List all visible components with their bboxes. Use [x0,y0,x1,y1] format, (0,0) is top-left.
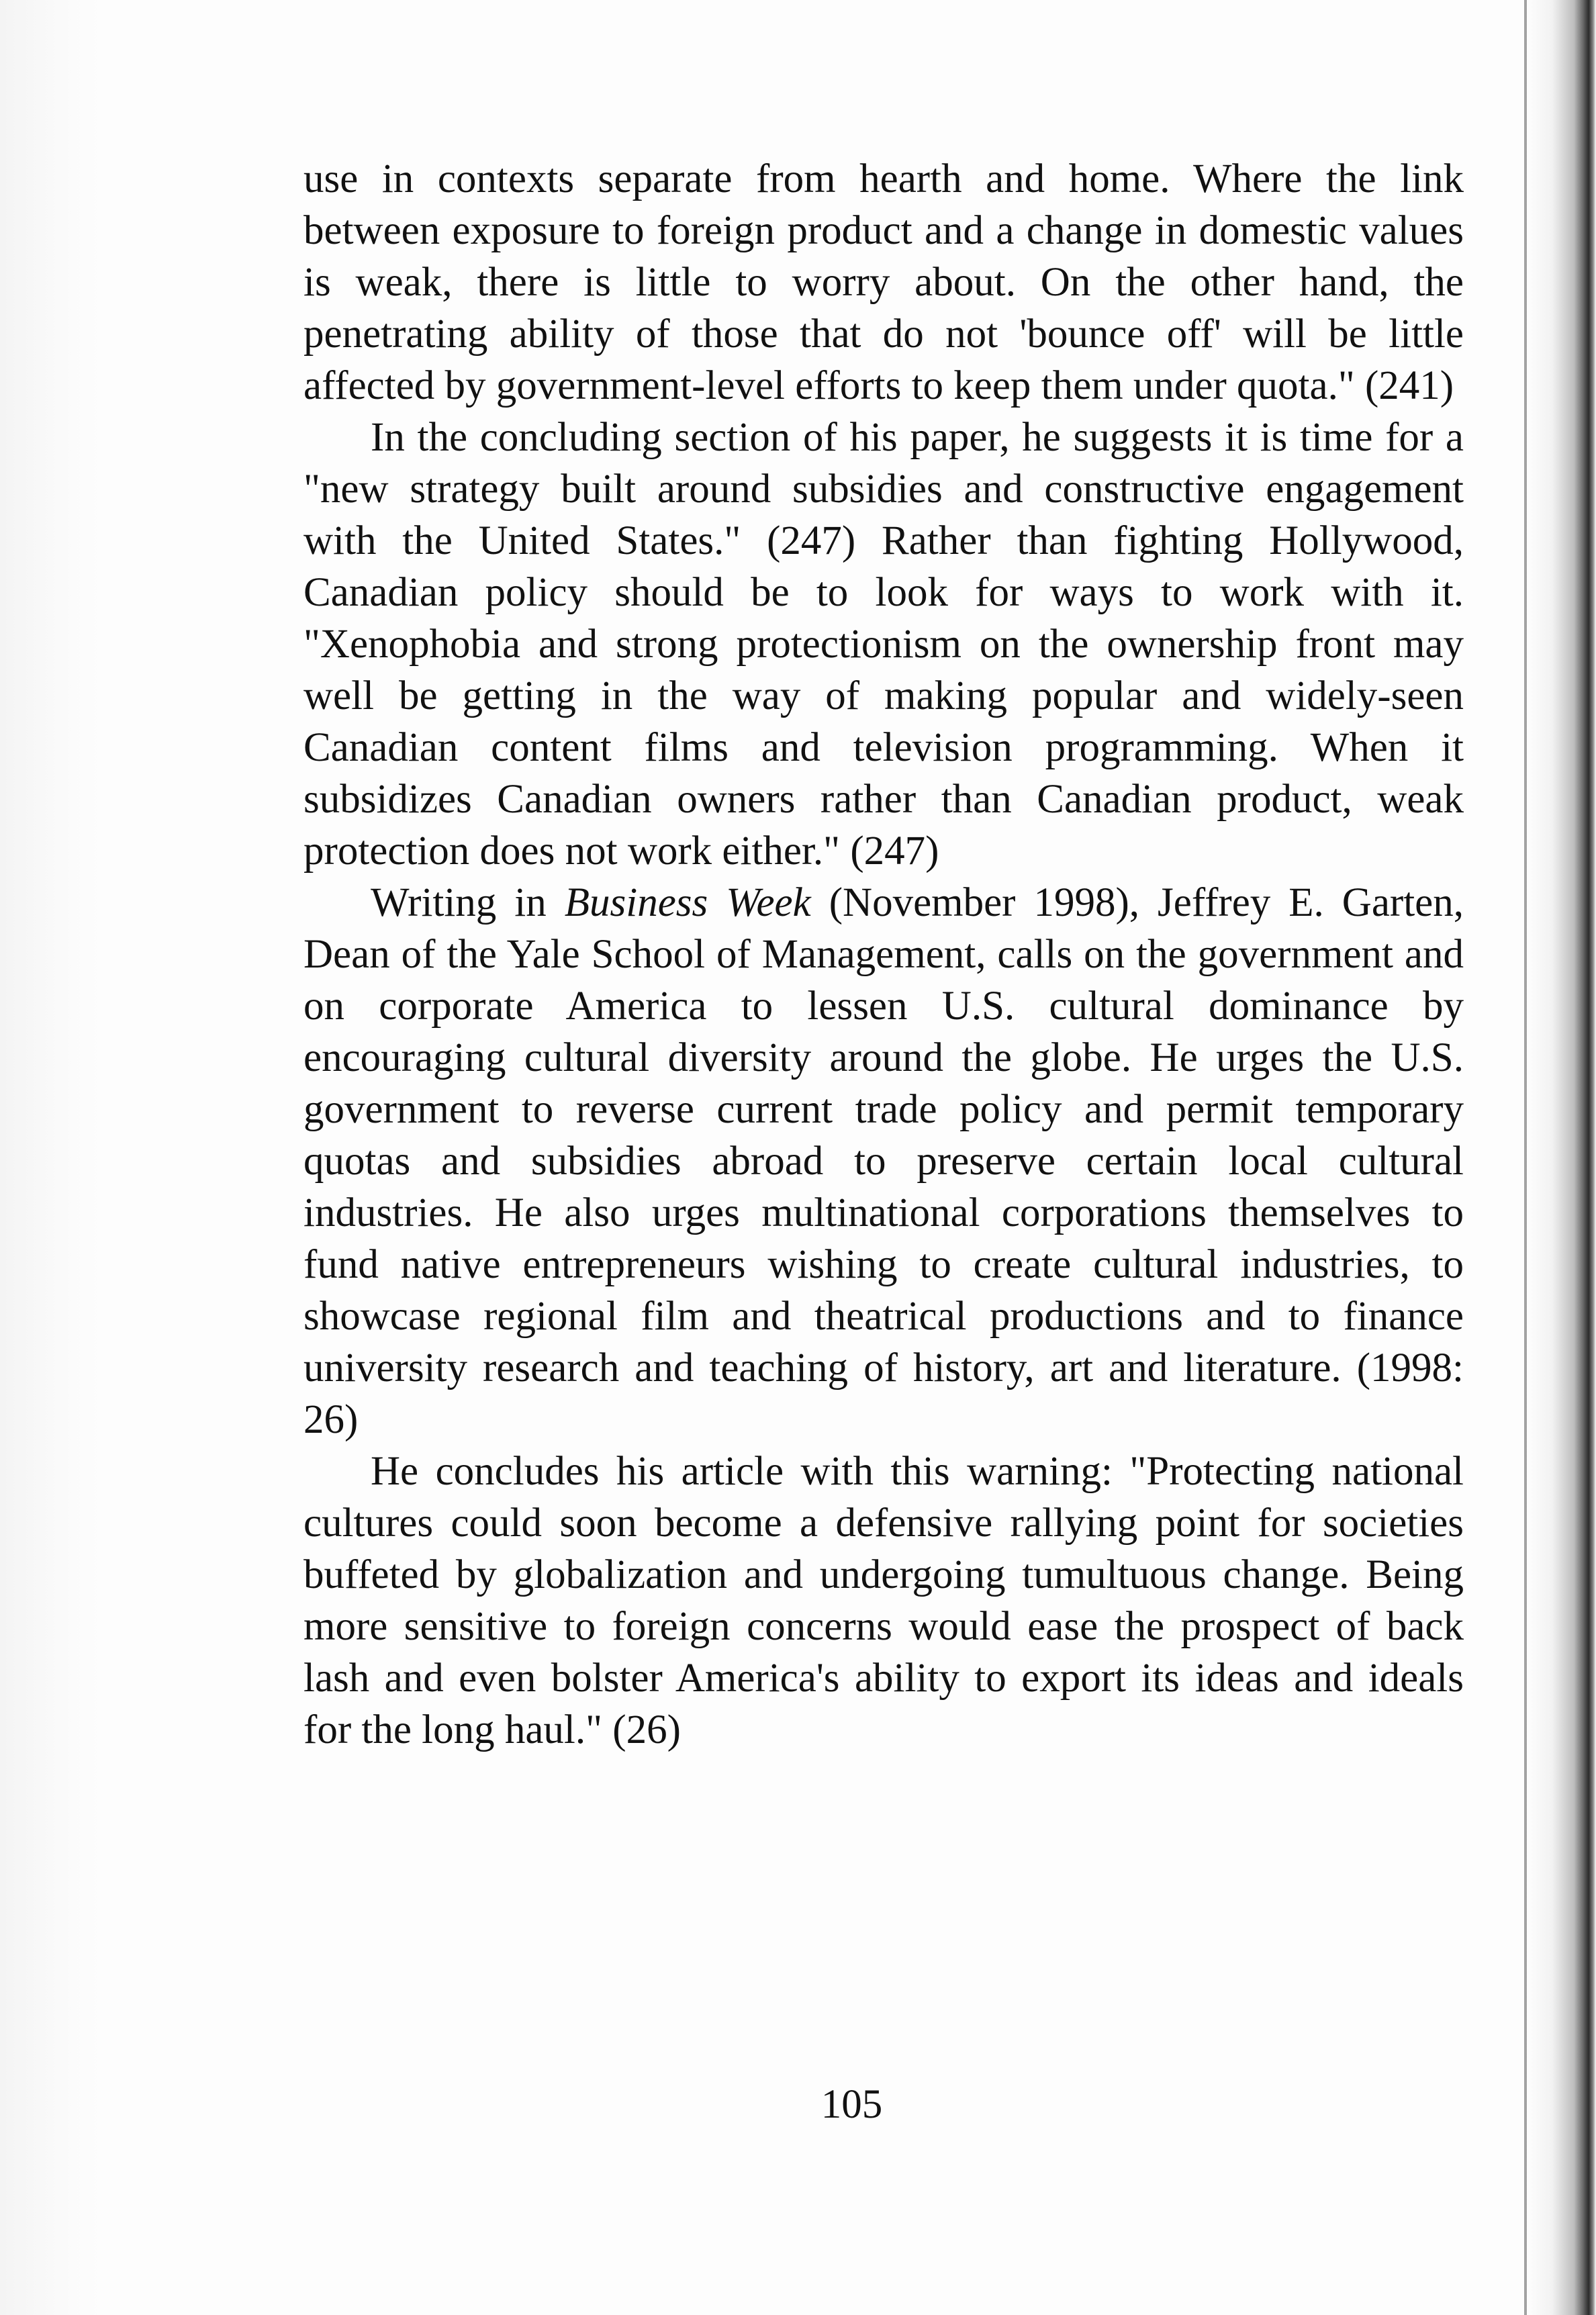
page-number: 105 [820,2082,883,2127]
paragraph-concluding-section: In the concluding section of his paper, he suggests it is time for a "new strategy built around subsidies and constructive engagement with the United States." (247) Rather than fighting Hollywood, Canadian policy should be to look for ways to work with it. "Xenophobia and strong protectionism on the ownership front may well be getting in the way of making popular and widely-seen Canadian content films and television programming. When it subsidizes Canadian owners rather than Canadian product, weak protection does not work either." (247) [303,415,1464,873]
publication-title: Business Week [564,880,811,925]
paragraph-continued-quote: use in contexts separate from hearth and home. Where the link between exposure to foreign product and a change in domestic values is weak, there is little to worry about. On the other hand, the penetrating ability of those that do not 'bounce off' will be little affected by government-level efforts to keep them under quota." (241) [303,156,1464,408]
paragraph-business-week [303,877,1464,1446]
paragraph-business-week-prefix: Writing in [371,880,565,925]
body-text [303,153,1464,1756]
page-left-margin-shadow [0,0,101,2315]
book-spine-shadow [1523,0,1596,2315]
paragraph-business-week-suffix: (November 1998), Jeffrey E. Garten, Dean of the Yale School of Management, calls on the government and on corporate America to lessen U.S. cultural dominance by encouraging cultural diversity around the globe. He urges the U.S. government to reverse current trade policy and permit temporary quotas and subsidies abroad to preserve certain local cultural industries. He also urges multinational corporations themselves to fund native entrepreneurs wishing to create cultural industries, to showcase regional film and theatrical productions and to finance university research and teaching of history, art and literature. (1998: 26) [303,880,1464,1442]
paragraph-warning: He concludes his article with this warning: "Protecting national cultures could soon become a defensive rallying point for societies buffeted by globalization and undergoing tumultuous change. Being more sensitive to foreign concerns would ease the prospect of back lash and even bolster America's ability to export its ideas and ideals for the long haul." (26) [303,1449,1464,1752]
spine-edge-line [1524,0,1527,2315]
